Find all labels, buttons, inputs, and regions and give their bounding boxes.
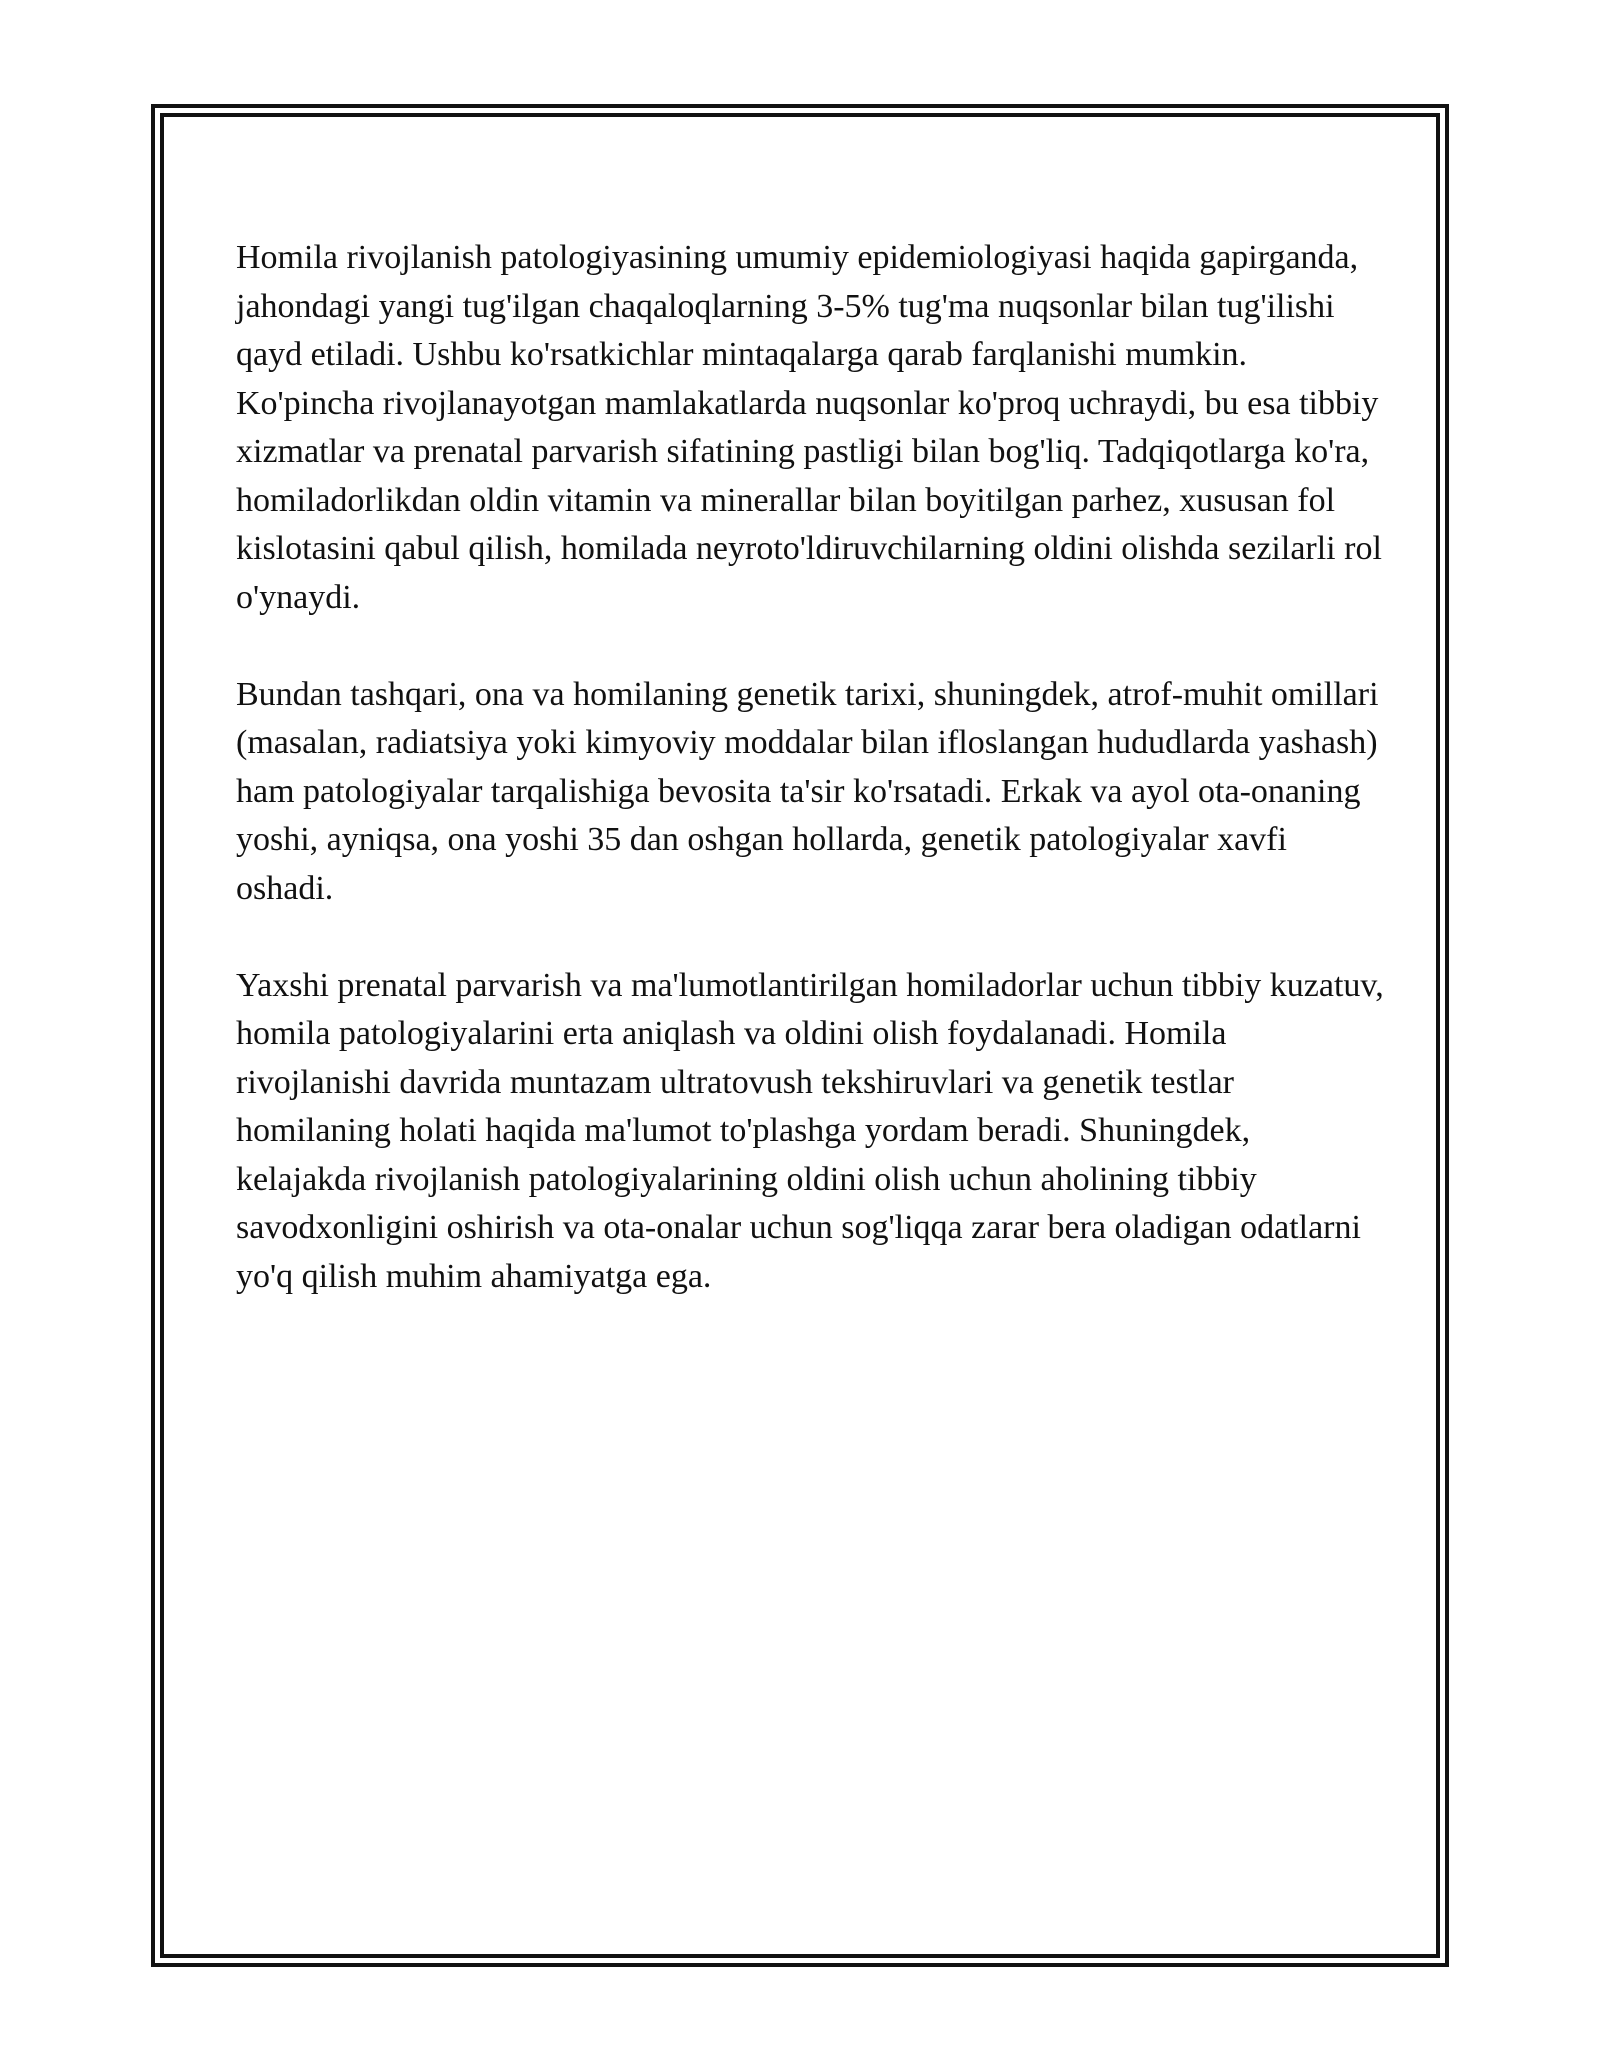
document-body	[236, 234, 1386, 1350]
paragraph-2: Bundan tashqari, ona va homilaning genetik tarixi, shuningdek, atrof-muhit omillari (masalan, radiatsiya yoki kimyoviy moddalar bilan ifloslangan hududlarda yashash) ham patologiyalar tarqalishiga bevosita ta'sir ko'rsatadi. Erkak va ayol ota-onaning yoshi, ayniqsa, ona yoshi 35 dan oshgan hollarda, genetik patologiyalar xavfi oshadi.	[236, 675, 1379, 907]
paragraph-1: Homila rivojlanish patologiyasining umumiy epidemiologiyasi haqida gapirganda, jahondagi yangi tug'ilgan chaqaloqlarning 3-5% tug'ma nuqsonlar bilan tug'ilishi qayd etiladi. Ushbu ko'rsatkichlar mintaqalarga qarab farqlanishi mumkin. Ko'pincha rivojlanayotgan mamlakatlarda nuqsonlar ko'proq uchraydi, bu esa tibbiy xizmatlar va prenatal parvarish sifatining pastligi bilan bog'liq. Tadqiqotlarga ko'ra, homiladorlikdan oldin vitamin va minerallar bilan boyitilgan parhez, xususan fol kislotasini qabul qilish, homilada neyroto'ldiruvchilarning oldini olishda sezilarli rol o'ynaydi.	[236, 239, 1382, 616]
paragraph-3: Yaxshi prenatal parvarish va ma'lumotlantirilgan homiladorlar uchun tibbiy kuzatuv, homila patologiyalarini erta aniqlash va oldini olish foydalanadi. Homila rivojlanishi davrida muntazam ultratovush tekshiruvlari va genetik testlar homilaning holati haqida ma'lumot to'plashga yordam beradi. Shuningdek, kelajakda rivojlanish patologiyalarining oldini olish uchun aholining tibbiy savodxonligini oshirish va ota-onalar uchun sog'liqqa zarar bera oladigan odatlarni yo'q qilish muhim ahamiyatga ega.	[236, 966, 1384, 1295]
